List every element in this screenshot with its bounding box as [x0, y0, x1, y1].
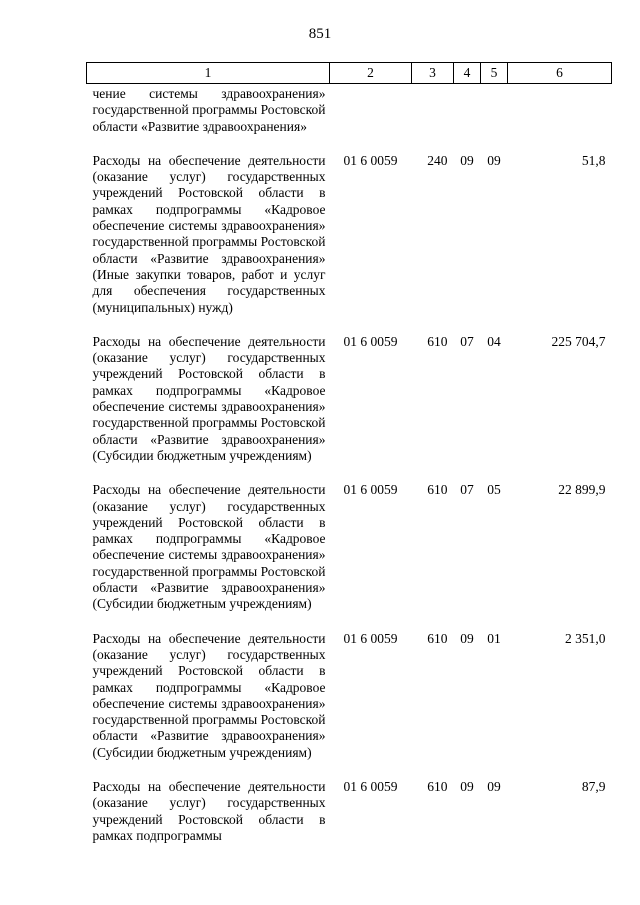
row-code: 01 6 0059 [343, 630, 398, 646]
row-code: 01 6 0059 [343, 152, 398, 168]
header-col-3: 3 [412, 63, 454, 84]
row-amount: 51,8 [581, 152, 606, 168]
row-vr [412, 84, 454, 135]
header-col-6: 6 [508, 63, 612, 84]
row-amount: 2 351,0 [565, 630, 606, 646]
row-description: чение системы здравоохранения» государственной программы Ростовской области «Развитие здравоохранения» [92, 86, 326, 134]
row-vr: 610 [427, 482, 448, 498]
header-col-1: 1 [87, 63, 330, 84]
table-row [87, 135, 612, 316]
row-rz [454, 84, 481, 135]
row-pr [481, 84, 508, 135]
row-amount: 225 704,7 [551, 333, 606, 349]
header-col-4: 4 [454, 63, 481, 84]
table-header-row [87, 63, 612, 84]
row-description: Расходы на обеспечение деятельности (оказание услуг) государственных учреждений Ростовской области в рамках подпрограммы «Кадровое обеспечение системы здравоохранения» государственной программы Ростовской области «Развитие здравоохранения» (Субсидии бюджетным учреждениям) [92, 630, 326, 760]
row-amount [508, 84, 612, 135]
row-pr: 05 [487, 482, 501, 498]
row-rz: 09 [460, 778, 474, 794]
row-vr: 610 [427, 778, 448, 794]
row-rz: 07 [460, 333, 474, 349]
table-row [87, 761, 612, 844]
row-vr: 240 [427, 152, 448, 168]
table-row [87, 613, 612, 761]
row-vr: 610 [427, 333, 448, 349]
row-code: 01 6 0059 [343, 778, 398, 794]
budget-table [86, 62, 612, 844]
row-vr: 610 [427, 630, 448, 646]
row-rz: 09 [460, 630, 474, 646]
page-number: 851 [308, 26, 332, 42]
row-code: 01 6 0059 [343, 482, 398, 498]
row-rz: 07 [460, 482, 474, 498]
header-col-2: 2 [330, 63, 412, 84]
row-description: Расходы на обеспечение деятельности (оказание услуг) государственных учреждений Ростовской области в рамках подпрограммы «Кадровое обеспечение системы здравоохранения» государственной программы Ростовской области «Развитие здравоохранения» (Субсидии бюджетным учреждениям) [92, 333, 326, 463]
row-code: 01 6 0059 [343, 333, 398, 349]
table-row [87, 464, 612, 612]
row-description: Расходы на обеспечение деятельности (оказание услуг) государственных учреждений Ростовской области в рамках подпрограммы [92, 778, 326, 843]
row-description: Расходы на обеспечение деятельности (оказание услуг) государственных учреждений Ростовской области в рамках подпрограммы «Кадровое обеспечение системы здравоохранения» государственной программы Ростовской области «Развитие здравоохранения» (Субсидии бюджетным учреждениям) [92, 482, 326, 612]
header-col-5: 5 [481, 63, 508, 84]
row-description: Расходы на обеспечение деятельности (оказание услуг) государственных учреждений Ростовской области в рамках подпрограммы «Кадровое обеспечение системы здравоохранения» государственной программы Ростовской области «Развитие здравоохранения» (Иные закупки товаров, работ и услуг для обеспечения государственных (муниципальных) нужд) [92, 152, 326, 315]
row-pr: 09 [487, 152, 501, 168]
row-amount: 87,9 [581, 778, 606, 794]
row-pr: 09 [487, 778, 501, 794]
row-pr: 01 [487, 630, 501, 646]
table-row [87, 84, 612, 135]
row-rz: 09 [460, 152, 474, 168]
row-amount: 22 899,9 [558, 482, 606, 498]
row-code [330, 84, 412, 135]
table-row [87, 316, 612, 464]
row-pr: 04 [487, 333, 501, 349]
